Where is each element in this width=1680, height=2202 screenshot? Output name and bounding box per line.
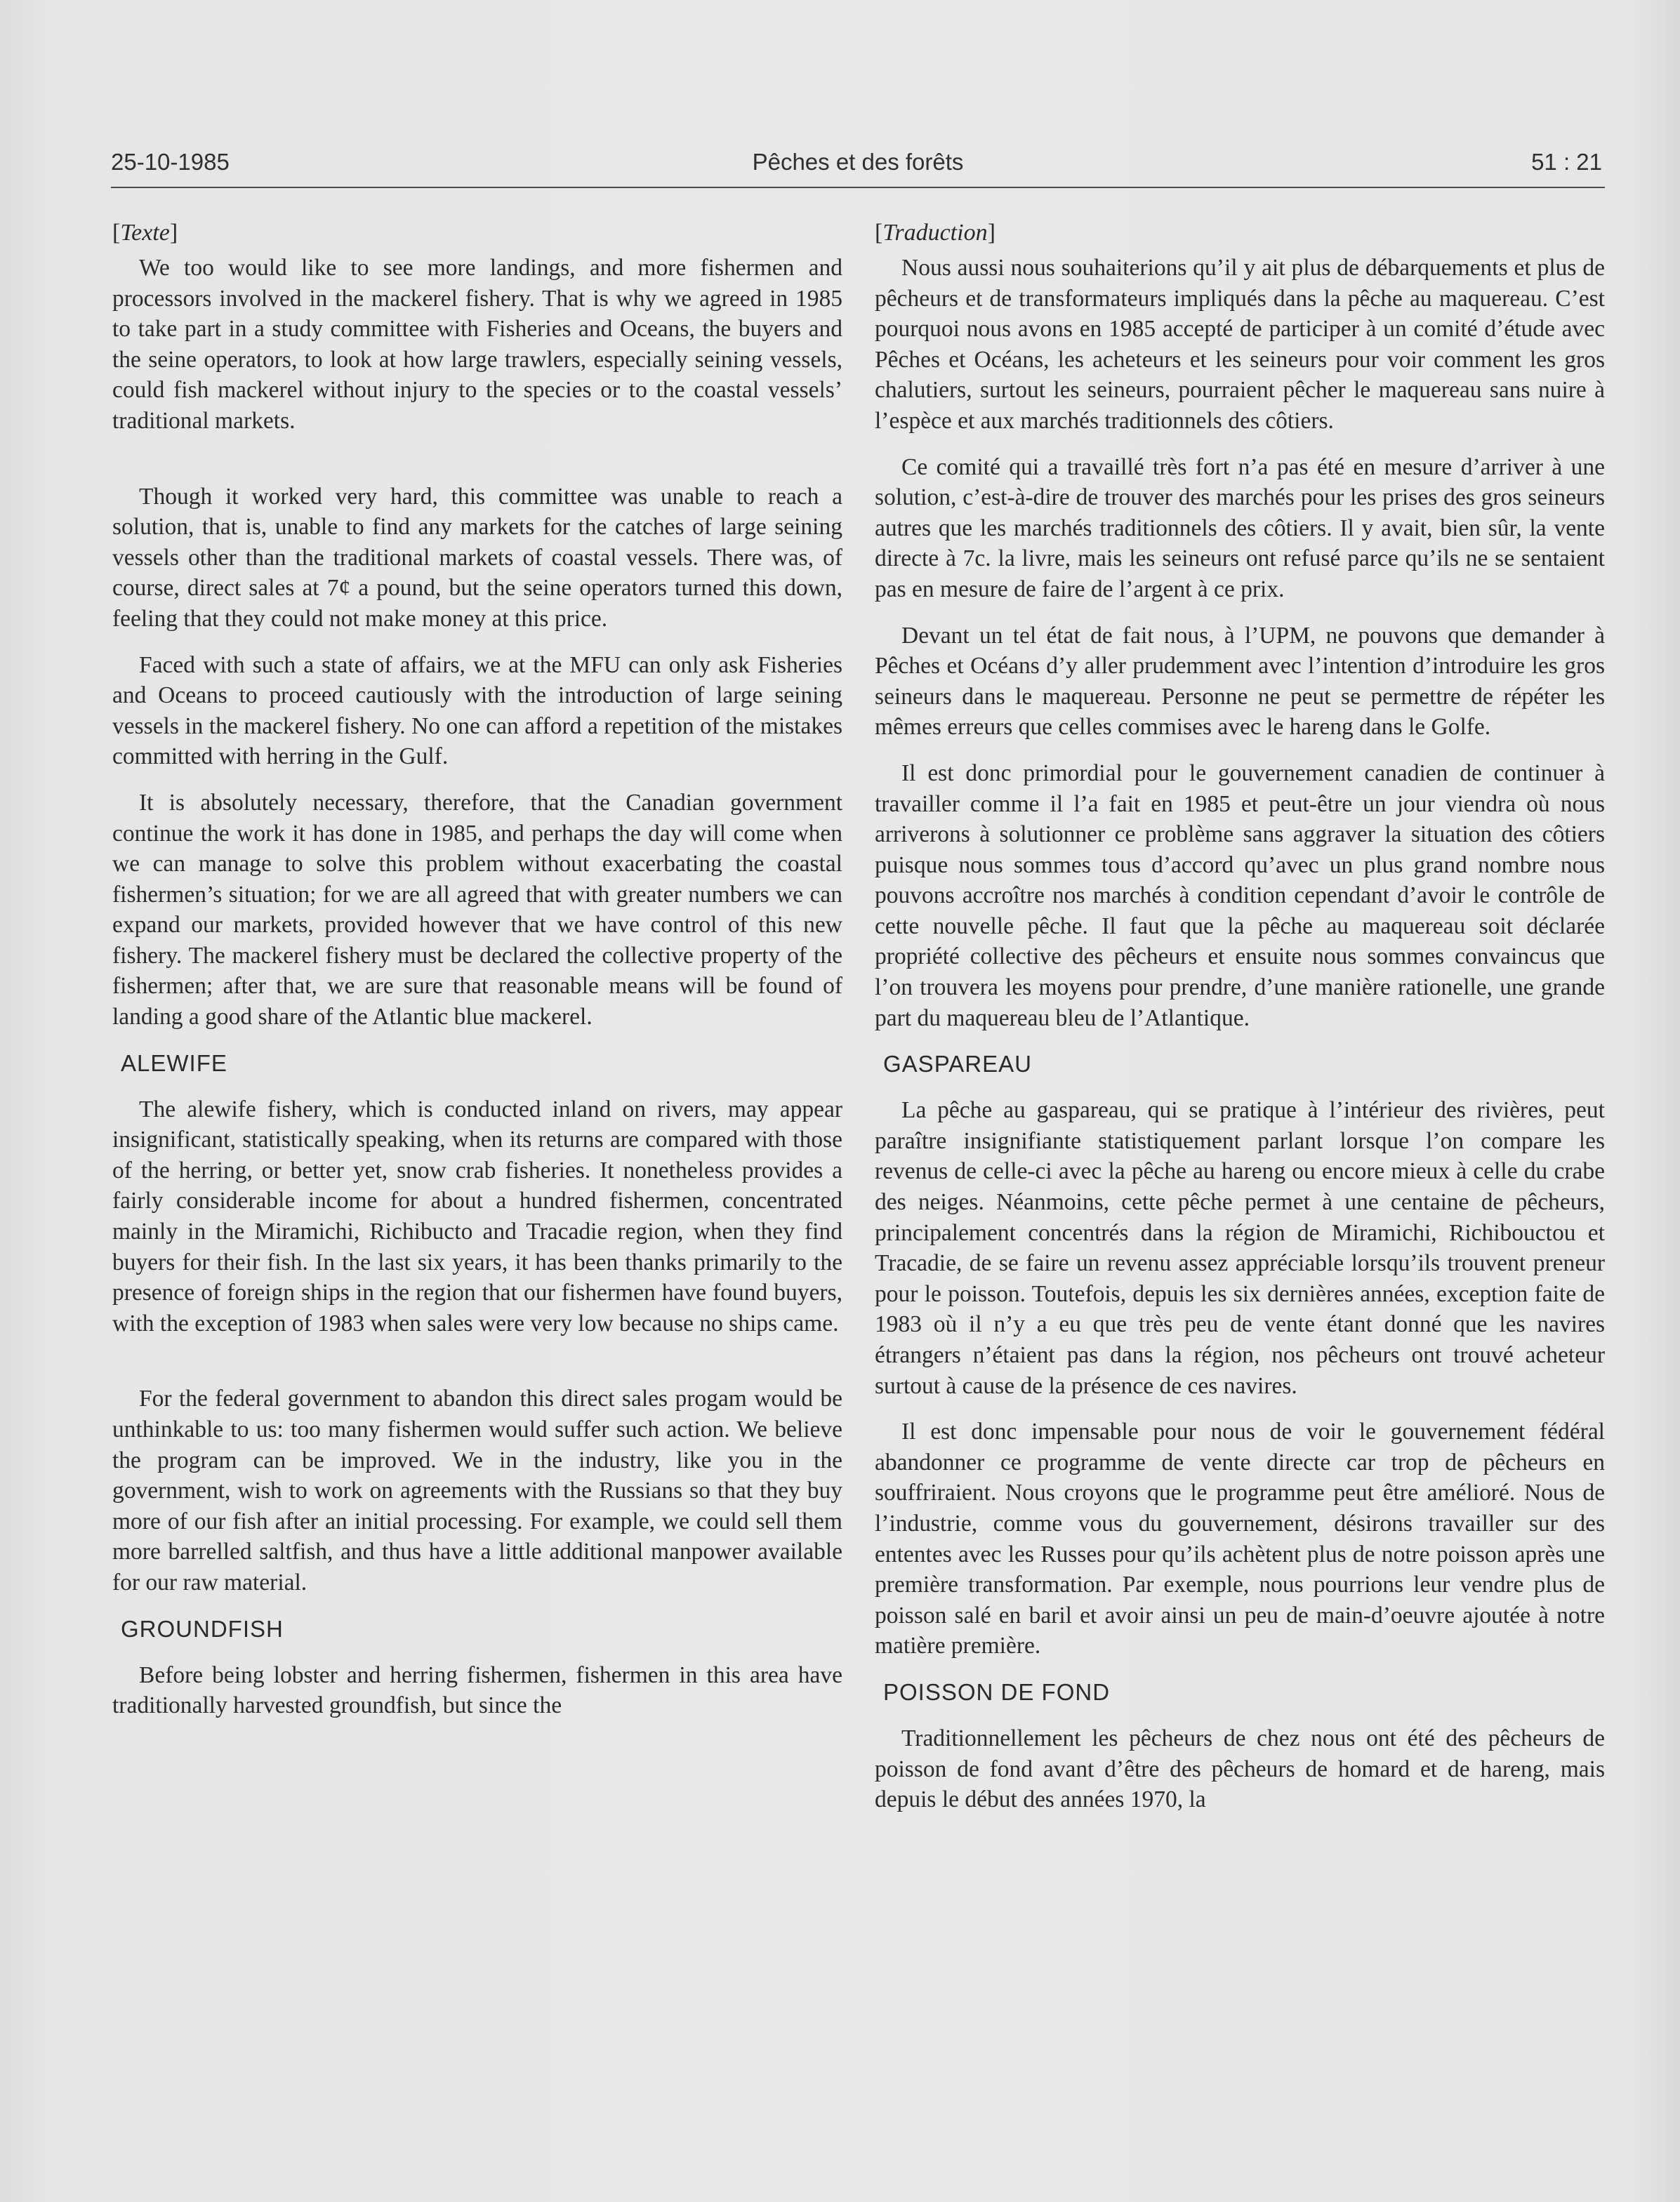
paragraph: For the federal government to abandon this direct sales progam would be unthinkable to us: too many fishermen would suffer such action. We believe the program can be improved. We in the industry, like you in the government, wish to work on agreements with the Russians so that they buy more of our fish after an initial processing. For example, we could sell them more barrelled saltfish, and thus have a little additional manpower available for our raw material. bbox=[112, 1386, 842, 1596]
header-date: 25-10-1985 bbox=[111, 149, 230, 175]
paragraph: Traditionnellement les pêcheurs de chez nous ont été des pêcheurs de poisson de fond avant d’être des pêcheurs de homard et de hareng, mais depuis le début des années 1970, la bbox=[875, 1725, 1605, 1813]
paragraph: Ce comité qui a travaillé très fort n’a pas été en mesure d’arriver à une solution, c’est-à-dire de trouver des marchés pour les prises des gros seineurs autres que les marchés traditionnels des côtiers. Il y avait, bien sûr, la vente directe à 7c. la livre, mais les seineurs ont refusé parce qu’ils ne se sentaient pas en mesure de faire de l’argent à ce prix. bbox=[875, 453, 1605, 602]
paragraph: Il est donc primordial pour le gouvernement canadien de continuer à travailler comme il l’a fait en 1985 et peut-être un jour viendra où nous arriverons à solutionner ce problème sans aggraver la situation des côtiers puisque nous sommes tous d’accord qu’avec un plus grand nombre nous pouvons accroître nos marchés à condition cependant d’avoir le contrôle de cette nouvelle pêche. Il faut que la pêche au maquereau soit déclarée propriété collective des pêcheurs et ensuite nous sommes convaincus que l’on trouvera les moyens pour prendre, d’une manière rationelle, une grande part du maquereau bleu de l’Atlantique. bbox=[875, 760, 1605, 1031]
section-heading: GROUNDFISH bbox=[121, 1615, 284, 1642]
section-heading: ALEWIFE bbox=[121, 1049, 227, 1076]
english-column bbox=[112, 218, 842, 1737]
column-tag-label: Texte bbox=[120, 220, 170, 246]
paragraph: We too would like to see more landings, and more fishermen and processors involved in the mackerel fishery. That is why we agreed in 1985 to take part in a study committee with Fisheries and Oceans, the buyers and the seine operators, to look at how large trawlers, especially seining vessels, could fish mackerel without injury to the species or to the coastal vessels’ traditional markets. bbox=[112, 255, 842, 434]
column-tag: [Texte] bbox=[112, 220, 178, 246]
paragraph: Il est donc impensable pour nous de voir le gouvernement fédéral abandonner ce programme de vente directe car trop de pêcheurs en souffriraient. Nous croyons que le programme peut être amélioré. Nous de l’industrie, comme vous du gouvernement, désirons travailler sur des ententes avec les Russes pour qu’ils achètent plus de notre poisson après une première transformation. Par exemple, nous pourrions leur vendre plus de poisson salé en baril et avoir ainsi un peu de main-d’oeuvre ajoutée à notre matière première. bbox=[875, 1419, 1605, 1659]
paragraph: It is absolutely necessary, therefore, that the Canadian government continue the work it has done in 1985, and perhaps the day will come when we can manage to solve this problem without exacerbating the coastal fishermen’s situation; for we are all agreed that with greater numbers we can expand our markets, provided however that we have control of this new fishery. The mackerel fishery must be declared the collective property of the fishermen; after that, we are sure that reasonable means will be found of landing a good share of the Atlantic blue mackerel. bbox=[112, 789, 842, 1030]
header-title: Pêches et des forêts bbox=[752, 149, 964, 175]
paragraph: Before being lobster and herring fishermen, fishermen in this area have traditionally harvested groundfish, but since the bbox=[112, 1662, 842, 1719]
column-tag: [Traduction] bbox=[875, 220, 996, 246]
french-column bbox=[875, 218, 1605, 1831]
paragraph: Faced with such a state of affairs, we at the MFU can only ask Fisheries and Oceans to proceed cautiously with the introduction of large seining vessels in the mackerel fishery. No one can afford a repetition of the mistakes committed with herring in the Gulf. bbox=[112, 651, 842, 770]
paragraph: Devant un tel état de fait nous, à l’UPM, ne pouvons que demander à Pêches et Océans d’y aller prudemment avec l’intention d’introduire les gros seineurs dans le maquereau. Personne ne peut se permettre de répéter les mêmes erreurs que celles commises avec le hareng dans le Golfe. bbox=[875, 622, 1605, 741]
paragraph: La pêche au gaspareau, qui se pratique à l’intérieur des rivières, peut paraître insignifiante statistiquement parlant lorsque l’on compare les revenus de celle-ci avec la pêche au hareng ou encore mieux à celle du crabe des neiges. Néanmoins, cette pêche permet à une centaine de pêcheurs, principalement concentrés dans la région de Miramichi, Richibouctou et Tracadie, de se faire un revenu assez appréciable lorsqu’ils trouvent preneur pour le poisson. Toutefois, depuis les six dernières années, exception faite de 1983 où il n’y a eu que très peu de vente étant donné que les navires étrangers n’étaient pas dans la région, nos pêcheurs ont trouvé acheteur surtout à cause de la présence de ces navires. bbox=[875, 1097, 1605, 1399]
header-page-number: 51 : 21 bbox=[1531, 149, 1602, 175]
section-heading: POISSON DE FOND bbox=[883, 1678, 1111, 1705]
page-header bbox=[111, 145, 1605, 188]
paragraph: The alewife fishery, which is conducted inland on rivers, may appear insignificant, statistically speaking, when its returns are compared with those of the herring, or better yet, snow crab fisheries. It nonetheless provides a fairly considerable income for about a hundred fishermen, concentrated mainly in the Miramichi, Richibucto and Tracadie region, when they find buyers for their fish. In the last six years, it has been thanks primarily to the presence of foreign ships in the region that our fishermen have found buyers, with the exception of 1983 when sales were very low because no ships came. bbox=[112, 1096, 842, 1337]
section-heading: GASPAREAU bbox=[883, 1051, 1032, 1077]
paragraph: Though it worked very hard, this committee was unable to reach a solution, that is, unable to find any markets for the catches of large seining vessels other than the traditional markets of coastal vessels. There was, of course, direct sales at 7¢ a pound, but the seine operators turned this down, feeling that they could not make money at this price. bbox=[112, 483, 842, 632]
column-tag-label: Traduction bbox=[882, 220, 988, 246]
paragraph: Nous aussi nous souhaiterions qu’il y ait plus de débarquements et plus de pêcheurs et de transformateurs impliqués dans la pêche au maquereau. C’est pourquoi nous avons en 1985 accepté de participer à un comité d’étude avec Pêches et Océans, les acheteurs et les seineurs pour voir comment les gros chalutiers, surtout les seineurs, pourraient pêcher le maquereau sans nuire à l’espèce et aux marchés traditionnels des côtiers. bbox=[875, 255, 1605, 434]
